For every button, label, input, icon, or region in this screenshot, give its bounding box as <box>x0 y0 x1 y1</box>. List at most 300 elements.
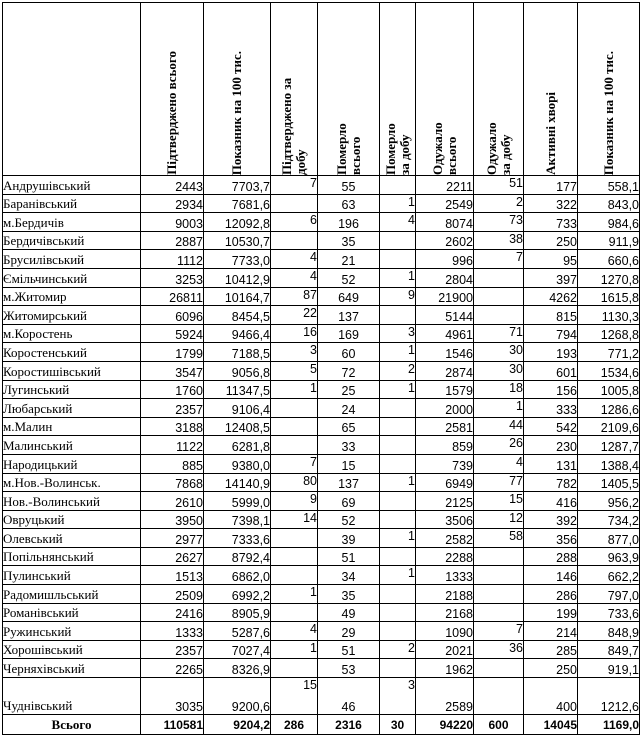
cell-confirmed-total: 3253 <box>141 268 204 287</box>
cell-active-rate-per-100k: 2109,6 <box>578 417 640 436</box>
cell-active-rate-per-100k: 911,9 <box>578 231 640 250</box>
cell-recovered-total: 2874 <box>416 361 474 380</box>
cell-died-daily: 1 <box>380 380 416 399</box>
cell-district-name: Баранівський <box>3 194 141 213</box>
cell-recovered-daily: 51 <box>474 176 524 195</box>
cell-confirmed-total: 2977 <box>141 529 204 548</box>
cell-recovered-total: 5144 <box>416 306 474 325</box>
cell-confirmed-daily: 22 <box>271 306 318 325</box>
cell-died-daily: 4 <box>380 213 416 232</box>
cell-active: 214 <box>524 622 578 641</box>
cell-district-name: Житомирський <box>3 306 141 325</box>
cell-rate-per-100k: 6862,0 <box>204 566 271 585</box>
cell-active: 416 <box>524 492 578 511</box>
cell-active: 815 <box>524 306 578 325</box>
table-row <box>3 176 640 195</box>
header-confirmed-total: Підтверджено всього <box>141 3 204 176</box>
cell-confirmed-daily <box>271 547 318 566</box>
cell-recovered-daily: 44 <box>474 417 524 436</box>
cell-active-rate-per-100k: 843,0 <box>578 194 640 213</box>
cell-died-total: 51 <box>318 547 380 566</box>
cell-district-name: Малинський <box>3 436 141 455</box>
cell-rate-per-100k: 7027,4 <box>204 640 271 659</box>
cell-active-rate-per-100k: 733,6 <box>578 603 640 622</box>
cell-active: 95 <box>524 250 578 269</box>
cell-recovered-total: 2211 <box>416 176 474 195</box>
cell-active: 733 <box>524 213 578 232</box>
cell-confirmed-daily: 3 <box>271 343 318 362</box>
table-row <box>3 547 640 566</box>
cell-district-name: м.Малин <box>3 417 141 436</box>
cell-district-name: Андрушівський <box>3 176 141 195</box>
cell-district-name: м.Бердичів <box>3 213 141 232</box>
cell-died-total: 72 <box>318 361 380 380</box>
cell-recovered-daily: 7 <box>474 250 524 269</box>
cell-recovered-daily: 1 <box>474 399 524 418</box>
total-active: 14045 <box>524 715 578 735</box>
cell-died-daily: 3 <box>380 678 416 715</box>
table-row <box>3 603 640 622</box>
cell-died-total: 49 <box>318 603 380 622</box>
cell-confirmed-daily <box>271 399 318 418</box>
cell-recovered-total: 2589 <box>416 678 474 715</box>
cell-recovered-total: 1962 <box>416 659 474 678</box>
cell-active-rate-per-100k: 984,6 <box>578 213 640 232</box>
table-row <box>3 678 640 715</box>
table-row <box>3 380 640 399</box>
cell-active: 288 <box>524 547 578 566</box>
cell-recovered-total: 21900 <box>416 287 474 306</box>
cell-recovered-daily: 38 <box>474 231 524 250</box>
cell-rate-per-100k: 7733,0 <box>204 250 271 269</box>
cell-active-rate-per-100k: 734,2 <box>578 510 640 529</box>
cell-died-daily <box>380 306 416 325</box>
cell-active: 356 <box>524 529 578 548</box>
cell-confirmed-total: 885 <box>141 454 204 473</box>
table-row <box>3 529 640 548</box>
cell-confirmed-total: 3950 <box>141 510 204 529</box>
total-row <box>3 715 640 735</box>
cell-active: 230 <box>524 436 578 455</box>
cell-confirmed-daily: 9 <box>271 492 318 511</box>
cell-district-name: Ємільчинський <box>3 268 141 287</box>
cell-active-rate-per-100k: 660,6 <box>578 250 640 269</box>
cell-district-name: Нов.-Волинський <box>3 492 141 511</box>
cell-died-daily: 1 <box>380 566 416 585</box>
cell-rate-per-100k: 9466,4 <box>204 324 271 343</box>
cell-confirmed-daily: 15 <box>271 678 318 715</box>
cell-active: 193 <box>524 343 578 362</box>
cell-confirmed-total: 2416 <box>141 603 204 622</box>
cell-died-daily <box>380 399 416 418</box>
cell-died-total: 137 <box>318 473 380 492</box>
cell-died-daily <box>380 454 416 473</box>
cell-recovered-daily: 12 <box>474 510 524 529</box>
cell-died-total: 137 <box>318 306 380 325</box>
cell-active-rate-per-100k: 1615,8 <box>578 287 640 306</box>
cell-died-daily <box>380 417 416 436</box>
cell-district-name: Коростенський <box>3 343 141 362</box>
cell-active: 250 <box>524 659 578 678</box>
cell-confirmed-daily: 1 <box>271 380 318 399</box>
cell-confirmed-total: 7868 <box>141 473 204 492</box>
cell-confirmed-daily: 16 <box>271 324 318 343</box>
cell-died-total: 15 <box>318 454 380 473</box>
cell-active-rate-per-100k: 877,0 <box>578 529 640 548</box>
cell-confirmed-total: 2509 <box>141 585 204 604</box>
cell-active-rate-per-100k: 1270,8 <box>578 268 640 287</box>
cell-died-total: 52 <box>318 268 380 287</box>
cell-died-daily <box>380 436 416 455</box>
cell-recovered-daily: 2 <box>474 194 524 213</box>
cell-active: 794 <box>524 324 578 343</box>
cell-confirmed-total: 1760 <box>141 380 204 399</box>
cell-district-name: Пулинський <box>3 566 141 585</box>
cell-recovered-total: 2581 <box>416 417 474 436</box>
cell-rate-per-100k: 6992,2 <box>204 585 271 604</box>
cell-active: 392 <box>524 510 578 529</box>
cell-recovered-daily <box>474 287 524 306</box>
cell-died-total: 649 <box>318 287 380 306</box>
cell-confirmed-daily <box>271 436 318 455</box>
cell-died-daily: 1 <box>380 529 416 548</box>
cell-died-daily: 3 <box>380 324 416 343</box>
cell-died-total: 35 <box>318 585 380 604</box>
cell-active: 397 <box>524 268 578 287</box>
cell-confirmed-total: 1799 <box>141 343 204 362</box>
cell-rate-per-100k: 6281,8 <box>204 436 271 455</box>
total-died-total: 2316 <box>318 715 380 735</box>
cell-died-total: 69 <box>318 492 380 511</box>
table-row <box>3 492 640 511</box>
total-rate-per-100k: 9204,2 <box>204 715 271 735</box>
cell-confirmed-total: 3188 <box>141 417 204 436</box>
cell-recovered-total: 2549 <box>416 194 474 213</box>
cell-confirmed-daily: 4 <box>271 622 318 641</box>
cell-confirmed-total: 5924 <box>141 324 204 343</box>
cell-died-daily <box>380 510 416 529</box>
cell-confirmed-daily <box>271 194 318 213</box>
table-row <box>3 399 640 418</box>
cell-recovered-total: 1090 <box>416 622 474 641</box>
cell-recovered-total: 6949 <box>416 473 474 492</box>
cell-active: 131 <box>524 454 578 473</box>
header-active: Активні хворі <box>524 3 578 176</box>
cell-confirmed-total: 1122 <box>141 436 204 455</box>
cell-died-daily: 2 <box>380 361 416 380</box>
cell-died-total: 169 <box>318 324 380 343</box>
cell-recovered-total: 859 <box>416 436 474 455</box>
cell-district-name: м.Житомир <box>3 287 141 306</box>
cell-recovered-daily <box>474 547 524 566</box>
table-row <box>3 361 640 380</box>
cell-rate-per-100k: 9056,8 <box>204 361 271 380</box>
cell-confirmed-total: 3547 <box>141 361 204 380</box>
cell-confirmed-total: 1112 <box>141 250 204 269</box>
cell-died-daily: 9 <box>380 287 416 306</box>
cell-recovered-total: 2804 <box>416 268 474 287</box>
total-recovered-daily: 600 <box>474 715 524 735</box>
cell-active-rate-per-100k: 956,2 <box>578 492 640 511</box>
cell-active: 177 <box>524 176 578 195</box>
cell-died-daily <box>380 603 416 622</box>
cell-confirmed-total: 3035 <box>141 678 204 715</box>
cell-recovered-daily: 30 <box>474 343 524 362</box>
cell-died-total: 29 <box>318 622 380 641</box>
cell-active-rate-per-100k: 1534,6 <box>578 361 640 380</box>
cell-rate-per-100k: 8792,4 <box>204 547 271 566</box>
cell-died-daily <box>380 176 416 195</box>
cell-active: 156 <box>524 380 578 399</box>
cell-died-total: 35 <box>318 231 380 250</box>
cell-recovered-daily <box>474 585 524 604</box>
cell-died-daily: 1 <box>380 268 416 287</box>
cell-rate-per-100k: 7333,6 <box>204 529 271 548</box>
cell-active: 4262 <box>524 287 578 306</box>
cell-died-total: 63 <box>318 194 380 213</box>
cell-rate-per-100k: 7703,7 <box>204 176 271 195</box>
cell-recovered-total: 739 <box>416 454 474 473</box>
cell-died-daily <box>380 250 416 269</box>
cell-recovered-daily: 15 <box>474 492 524 511</box>
table-row <box>3 194 640 213</box>
cell-rate-per-100k: 12092,8 <box>204 213 271 232</box>
cell-active-rate-per-100k: 662,2 <box>578 566 640 585</box>
total-recovered-total: 94220 <box>416 715 474 735</box>
cell-active-rate-per-100k: 963,9 <box>578 547 640 566</box>
cell-rate-per-100k: 9380,0 <box>204 454 271 473</box>
cell-rate-per-100k: 5287,6 <box>204 622 271 641</box>
cell-active: 199 <box>524 603 578 622</box>
cell-district-name: м.Коростень <box>3 324 141 343</box>
cell-recovered-daily <box>474 268 524 287</box>
cell-died-total: 55 <box>318 176 380 195</box>
cell-confirmed-daily: 87 <box>271 287 318 306</box>
cell-recovered-total: 996 <box>416 250 474 269</box>
cell-recovered-total: 1333 <box>416 566 474 585</box>
cell-active: 601 <box>524 361 578 380</box>
cell-recovered-total: 2021 <box>416 640 474 659</box>
cell-confirmed-total: 2887 <box>141 231 204 250</box>
cell-died-daily: 1 <box>380 194 416 213</box>
cell-active: 286 <box>524 585 578 604</box>
header-recovered-daily: Одужало за добу <box>474 3 524 176</box>
cell-active: 250 <box>524 231 578 250</box>
cell-recovered-daily: 77 <box>474 473 524 492</box>
cell-recovered-total: 2288 <box>416 547 474 566</box>
table-row <box>3 287 640 306</box>
cell-rate-per-100k: 7188,5 <box>204 343 271 362</box>
cell-confirmed-daily: 1 <box>271 585 318 604</box>
cell-active: 322 <box>524 194 578 213</box>
cell-died-daily <box>380 492 416 511</box>
cell-died-total: 39 <box>318 529 380 548</box>
table-row <box>3 659 640 678</box>
cell-recovered-daily: 18 <box>474 380 524 399</box>
cell-recovered-total: 2582 <box>416 529 474 548</box>
cell-died-daily <box>380 659 416 678</box>
cell-active-rate-per-100k: 1212,6 <box>578 678 640 715</box>
table-row <box>3 250 640 269</box>
cell-died-total: 52 <box>318 510 380 529</box>
cell-recovered-daily <box>474 659 524 678</box>
cell-active-rate-per-100k: 1130,3 <box>578 306 640 325</box>
cell-confirmed-total: 1513 <box>141 566 204 585</box>
header-row <box>3 3 640 176</box>
cell-died-daily: 2 <box>380 640 416 659</box>
table-row <box>3 510 640 529</box>
header-rate-per-100k: Показник на 100 тис. <box>204 3 271 176</box>
cell-rate-per-100k: 8905,9 <box>204 603 271 622</box>
header-died-total: Померло всього <box>318 3 380 176</box>
cell-rate-per-100k: 11347,5 <box>204 380 271 399</box>
cell-district-name: Олевський <box>3 529 141 548</box>
cell-confirmed-daily: 7 <box>271 176 318 195</box>
cell-died-daily: 1 <box>380 343 416 362</box>
covid-stats-table <box>2 2 640 735</box>
cell-died-total: 53 <box>318 659 380 678</box>
cell-district-name: Хорошівський <box>3 640 141 659</box>
cell-active: 782 <box>524 473 578 492</box>
cell-recovered-total: 4961 <box>416 324 474 343</box>
cell-district-name: Любарський <box>3 399 141 418</box>
cell-confirmed-total: 2627 <box>141 547 204 566</box>
cell-died-total: 46 <box>318 678 380 715</box>
table-row <box>3 343 640 362</box>
header-recovered-total: Одужало всього <box>416 3 474 176</box>
cell-district-name: Ружинський <box>3 622 141 641</box>
cell-confirmed-daily <box>271 417 318 436</box>
cell-recovered-daily: 7 <box>474 622 524 641</box>
cell-confirmed-daily <box>271 529 318 548</box>
cell-active-rate-per-100k: 797,0 <box>578 585 640 604</box>
cell-died-total: 60 <box>318 343 380 362</box>
total-active-rate-per-100k: 1169,0 <box>578 715 640 735</box>
cell-confirmed-total: 1333 <box>141 622 204 641</box>
table-row <box>3 585 640 604</box>
table-row <box>3 454 640 473</box>
cell-died-daily <box>380 585 416 604</box>
total-died-daily: 30 <box>380 715 416 735</box>
header-active-rate-per-100k: Показник на 100 тис. <box>578 3 640 176</box>
cell-active: 400 <box>524 678 578 715</box>
table-row <box>3 231 640 250</box>
table-row <box>3 436 640 455</box>
cell-district-name: Чуднівський <box>3 678 141 715</box>
cell-active-rate-per-100k: 1268,8 <box>578 324 640 343</box>
cell-active: 285 <box>524 640 578 659</box>
cell-died-total: 25 <box>318 380 380 399</box>
cell-active: 146 <box>524 566 578 585</box>
cell-district-name: Романівський <box>3 603 141 622</box>
cell-rate-per-100k: 12408,5 <box>204 417 271 436</box>
cell-recovered-daily: 36 <box>474 640 524 659</box>
cell-active: 333 <box>524 399 578 418</box>
cell-active-rate-per-100k: 919,1 <box>578 659 640 678</box>
table-row <box>3 268 640 287</box>
cell-confirmed-daily: 14 <box>271 510 318 529</box>
cell-rate-per-100k: 10412,9 <box>204 268 271 287</box>
cell-died-total: 34 <box>318 566 380 585</box>
cell-confirmed-daily <box>271 231 318 250</box>
cell-died-daily <box>380 547 416 566</box>
cell-recovered-daily <box>474 306 524 325</box>
cell-died-total: 21 <box>318 250 380 269</box>
cell-confirmed-daily: 4 <box>271 268 318 287</box>
table-row <box>3 306 640 325</box>
cell-recovered-daily: 73 <box>474 213 524 232</box>
cell-rate-per-100k: 8454,5 <box>204 306 271 325</box>
cell-recovered-total: 8074 <box>416 213 474 232</box>
cell-confirmed-total: 2610 <box>141 492 204 511</box>
cell-rate-per-100k: 5999,0 <box>204 492 271 511</box>
cell-active-rate-per-100k: 849,7 <box>578 640 640 659</box>
cell-confirmed-total: 9003 <box>141 213 204 232</box>
cell-recovered-total: 1579 <box>416 380 474 399</box>
cell-district-name: Попільнянський <box>3 547 141 566</box>
table-row <box>3 213 640 232</box>
cell-recovered-daily <box>474 603 524 622</box>
cell-district-name: Овруцький <box>3 510 141 529</box>
cell-confirmed-total: 2357 <box>141 399 204 418</box>
cell-confirmed-daily: 1 <box>271 640 318 659</box>
cell-district-name: Брусилівський <box>3 250 141 269</box>
cell-confirmed-daily <box>271 566 318 585</box>
cell-recovered-daily <box>474 678 524 715</box>
cell-rate-per-100k: 7398,1 <box>204 510 271 529</box>
cell-confirmed-daily: 7 <box>271 454 318 473</box>
cell-active: 542 <box>524 417 578 436</box>
cell-confirmed-total: 6096 <box>141 306 204 325</box>
cell-confirmed-total: 2265 <box>141 659 204 678</box>
cell-died-daily <box>380 231 416 250</box>
cell-confirmed-total: 2357 <box>141 640 204 659</box>
header-district <box>3 3 141 176</box>
cell-rate-per-100k: 14140,9 <box>204 473 271 492</box>
cell-died-daily: 1 <box>380 473 416 492</box>
cell-recovered-total: 2125 <box>416 492 474 511</box>
cell-recovered-total: 2168 <box>416 603 474 622</box>
cell-recovered-total: 1546 <box>416 343 474 362</box>
cell-district-name: м.Нов.-Волинськ. <box>3 473 141 492</box>
table-row <box>3 566 640 585</box>
cell-confirmed-total: 26811 <box>141 287 204 306</box>
cell-recovered-daily: 26 <box>474 436 524 455</box>
cell-recovered-daily: 30 <box>474 361 524 380</box>
cell-died-total: 33 <box>318 436 380 455</box>
cell-rate-per-100k: 7681,6 <box>204 194 271 213</box>
cell-confirmed-total: 2934 <box>141 194 204 213</box>
cell-recovered-daily: 71 <box>474 324 524 343</box>
table-body <box>3 176 640 735</box>
total-confirmed-total: 110581 <box>141 715 204 735</box>
cell-district-name: Коростишівський <box>3 361 141 380</box>
table-row <box>3 622 640 641</box>
cell-active-rate-per-100k: 1405,5 <box>578 473 640 492</box>
cell-recovered-daily: 4 <box>474 454 524 473</box>
cell-confirmed-total: 2443 <box>141 176 204 195</box>
cell-rate-per-100k: 10530,7 <box>204 231 271 250</box>
cell-district-name: Бердичівський <box>3 231 141 250</box>
cell-rate-per-100k: 8326,9 <box>204 659 271 678</box>
table-row <box>3 473 640 492</box>
table-row <box>3 324 640 343</box>
cell-confirmed-daily: 80 <box>271 473 318 492</box>
table-row <box>3 640 640 659</box>
cell-confirmed-daily: 5 <box>271 361 318 380</box>
cell-died-total: 24 <box>318 399 380 418</box>
cell-active-rate-per-100k: 848,9 <box>578 622 640 641</box>
